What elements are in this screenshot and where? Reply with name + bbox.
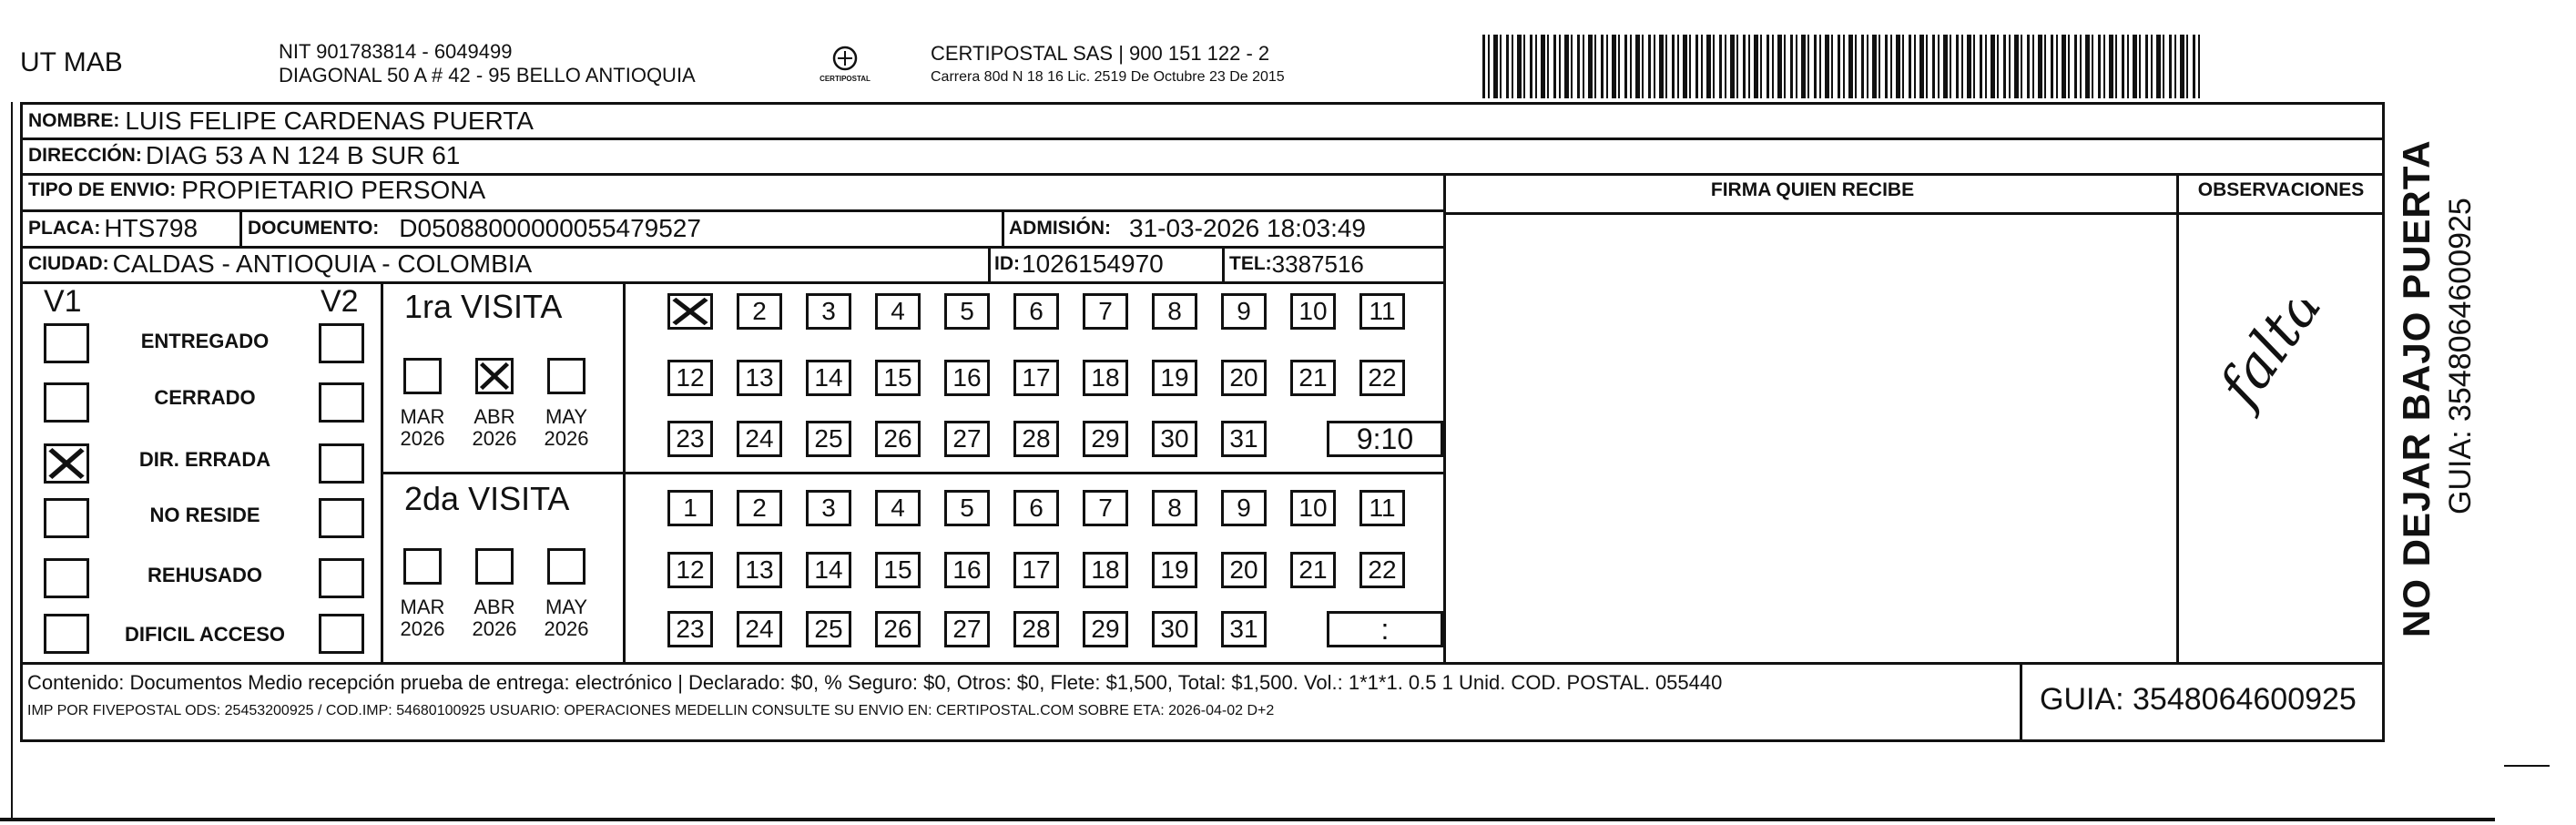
day-box[interactable]: 2 bbox=[737, 293, 782, 330]
plate-label: PLACA: bbox=[28, 218, 101, 239]
month-name: MAR bbox=[400, 405, 445, 428]
day-box[interactable]: 11 bbox=[1359, 293, 1405, 330]
content-line: Contenido: Documentos Medio recepción prueba de entrega: electrónico | Declarado: $0, % Seguro: $0, Otros: $0, Flete: $1,500, Total: $1,500. Vol.: 1*1*1. 0.5 1 Unid. COD. POSTAL. 055440 bbox=[27, 671, 1723, 694]
day-box[interactable]: 19 bbox=[1152, 360, 1197, 396]
divider bbox=[2176, 173, 2179, 662]
day-box[interactable]: 18 bbox=[1083, 360, 1128, 396]
courier-logo bbox=[813, 42, 877, 89]
day-box[interactable]: 19 bbox=[1152, 552, 1197, 588]
day-box[interactable]: 8 bbox=[1152, 490, 1197, 526]
day-box[interactable]: 28 bbox=[1013, 611, 1059, 647]
day-box[interactable]: 14 bbox=[806, 360, 851, 396]
month-label bbox=[463, 596, 526, 640]
day-box[interactable]: 13 bbox=[737, 360, 782, 396]
day-box[interactable]: 18 bbox=[1083, 552, 1128, 588]
divider bbox=[23, 281, 1446, 284]
type-row bbox=[28, 176, 485, 205]
status-label: NO RESIDE bbox=[149, 504, 260, 526]
v2-checkbox[interactable] bbox=[319, 323, 364, 363]
edge-mark bbox=[2504, 765, 2550, 767]
day-box[interactable]: 12 bbox=[667, 552, 713, 588]
divider bbox=[988, 246, 991, 282]
first-visit-label: 1ra VISITA bbox=[404, 288, 563, 325]
day-box[interactable]: 22 bbox=[1359, 552, 1405, 588]
status-label: DIR. ERRADA bbox=[138, 448, 271, 471]
day-box[interactable]: 2 bbox=[737, 490, 782, 526]
company-address: DIAGONAL 50 A # 42 - 95 BELLO ANTIOQUIA bbox=[279, 64, 696, 87]
document-label: DOCUMENTO: bbox=[248, 218, 380, 239]
day-box[interactable]: 27 bbox=[944, 611, 990, 647]
id-value: 1026154970 bbox=[1022, 250, 1164, 278]
day-box[interactable]: 13 bbox=[737, 552, 782, 588]
city-value: CALDAS - ANTIOQUIA - COLOMBIA bbox=[112, 250, 533, 278]
tel-cell bbox=[1229, 249, 1364, 280]
day-box[interactable]: 10 bbox=[1290, 293, 1336, 330]
v1-checkbox[interactable] bbox=[44, 498, 89, 538]
v2-checkbox[interactable] bbox=[319, 614, 364, 654]
observations-header bbox=[2179, 176, 2383, 205]
day-box[interactable]: 20 bbox=[1221, 360, 1267, 396]
month-name: MAR bbox=[400, 596, 445, 618]
day-box[interactable]: 28 bbox=[1013, 421, 1059, 457]
day-box[interactable]: 7 bbox=[1083, 293, 1128, 330]
day-box[interactable]: 29 bbox=[1083, 611, 1128, 647]
day-box[interactable]: 17 bbox=[1013, 360, 1059, 396]
courier-name: CERTIPOSTAL SAS | 900 151 122 - 2 bbox=[931, 42, 1270, 65]
v1-checkbox[interactable] bbox=[44, 614, 89, 654]
month-name: ABR bbox=[473, 405, 515, 428]
bottom-border bbox=[0, 818, 2495, 821]
admission-cell bbox=[1009, 212, 1366, 245]
month-label bbox=[391, 406, 454, 450]
divider bbox=[381, 472, 1446, 474]
handwritten-note bbox=[2204, 300, 2377, 421]
day-box[interactable]: 30 bbox=[1152, 611, 1197, 647]
tel-label: TEL: bbox=[1229, 253, 1272, 274]
month-label bbox=[535, 406, 598, 450]
day-box[interactable]: 23 bbox=[667, 421, 713, 457]
day-box[interactable]: 9 bbox=[1221, 293, 1267, 330]
tel-value: 3387516 bbox=[1271, 250, 1364, 278]
company-nit: NIT 901783814 - 6049499 bbox=[279, 40, 513, 63]
month-checkbox[interactable] bbox=[547, 358, 585, 394]
signature-header bbox=[1446, 176, 2179, 205]
day-box[interactable]: 21 bbox=[1290, 552, 1336, 588]
admission-label: ADMISIÓN: bbox=[1009, 218, 1111, 239]
observations-handwriting bbox=[2194, 300, 2377, 592]
v1-checkbox[interactable] bbox=[44, 382, 89, 423]
day-box[interactable]: 1 bbox=[667, 490, 713, 526]
month-checkbox[interactable] bbox=[475, 548, 514, 585]
footer-guia: GUIA: 3548064600925 bbox=[2040, 682, 2357, 717]
day-box[interactable]: 4 bbox=[875, 293, 921, 330]
day-box[interactable]: 24 bbox=[737, 611, 782, 647]
day-box[interactable]: 26 bbox=[875, 611, 921, 647]
month-name: ABR bbox=[473, 596, 515, 618]
day-box[interactable]: 10 bbox=[1290, 490, 1336, 526]
document-cell bbox=[248, 212, 701, 245]
day-box[interactable]: 11 bbox=[1359, 490, 1405, 526]
v1-checkbox[interactable] bbox=[44, 443, 89, 484]
divider bbox=[1222, 246, 1225, 282]
month-year: 2026 bbox=[400, 617, 445, 640]
day-box[interactable]: 24 bbox=[737, 421, 782, 457]
divider bbox=[1443, 212, 2384, 215]
status-label: CERRADO bbox=[154, 386, 256, 409]
month-year: 2026 bbox=[400, 427, 445, 450]
side-warning: NO DEJAR BAJO PUERTA bbox=[2395, 139, 2438, 637]
day-box[interactable]: 3 bbox=[806, 490, 851, 526]
month-name: MAY bbox=[545, 596, 588, 618]
address-label: DIRECCIÓN: bbox=[28, 145, 142, 166]
month-year: 2026 bbox=[472, 427, 517, 450]
name-label: NOMBRE: bbox=[28, 109, 120, 131]
type-label: TIPO DE ENVIO: bbox=[28, 179, 177, 200]
day-box[interactable]: 8 bbox=[1152, 293, 1197, 330]
day-box[interactable]: 21 bbox=[1290, 360, 1336, 396]
day-box[interactable]: 6 bbox=[1013, 293, 1059, 330]
v2-checkbox[interactable] bbox=[319, 558, 364, 598]
recipient-address: DIAG 53 A N 124 B SUR 61 bbox=[145, 141, 461, 169]
left-border bbox=[11, 102, 13, 821]
name-row bbox=[23, 104, 2384, 138]
v1-checkbox[interactable] bbox=[44, 323, 89, 363]
company-name: UT MAB bbox=[20, 47, 123, 77]
status-label: DIFICIL ACCESO bbox=[124, 623, 285, 646]
shipment-type: PROPIETARIO PERSONA bbox=[181, 176, 486, 204]
plate-cell bbox=[28, 212, 198, 245]
day-box[interactable]: 23 bbox=[667, 611, 713, 647]
visit-time-box[interactable]: : bbox=[1327, 611, 1443, 647]
document-value: D05088000000055479527 bbox=[399, 214, 701, 242]
admission-value: 31-03-2026 18:03:49 bbox=[1129, 214, 1366, 242]
month-checkbox[interactable] bbox=[403, 548, 442, 585]
day-box[interactable]: 27 bbox=[944, 421, 990, 457]
month-checkbox[interactable] bbox=[547, 548, 585, 585]
divider bbox=[239, 209, 242, 246]
plate-value: HTS798 bbox=[104, 214, 199, 242]
barcode bbox=[1482, 35, 2200, 98]
day-box[interactable]: 5 bbox=[944, 490, 990, 526]
signature-label: FIRMA QUIEN RECIBE bbox=[1710, 179, 1915, 200]
side-guia: GUIA: 3548064600925 bbox=[2443, 198, 2478, 514]
v1-label: V1 bbox=[44, 284, 82, 319]
day-box[interactable]: 7 bbox=[1083, 490, 1128, 526]
status-label: ENTREGADO bbox=[140, 330, 270, 352]
day-box[interactable]: 6 bbox=[1013, 490, 1059, 526]
day-box[interactable]: 4 bbox=[875, 490, 921, 526]
day-box[interactable]: 22 bbox=[1359, 360, 1405, 396]
day-box[interactable]: 3 bbox=[806, 293, 851, 330]
day-box[interactable]: 17 bbox=[1013, 552, 1059, 588]
month-label bbox=[391, 596, 454, 640]
day-box[interactable]: 16 bbox=[944, 360, 990, 396]
day-box[interactable]: 5 bbox=[944, 293, 990, 330]
print-line: IMP POR FIVEPOSTAL ODS: 25453200925 / COD.IMP: 54680100925 USUARIO: OPERACIONES MEDELLIN CONSULTE SU ENVIO EN: CERTIPOSTAL.COM SOBRE ETA: 2026-04-02 D+2 bbox=[27, 703, 1275, 718]
v2-checkbox[interactable] bbox=[319, 498, 364, 538]
month-checkbox[interactable] bbox=[475, 358, 514, 394]
month-label bbox=[463, 406, 526, 450]
day-box[interactable]: 31 bbox=[1221, 611, 1267, 647]
day-box[interactable]: 25 bbox=[806, 611, 851, 647]
visit-time-box[interactable]: 9:10 bbox=[1327, 421, 1443, 457]
courier-address: Carrera 80d N 18 16 Lic. 2519 De Octubre 23 De 2015 bbox=[931, 69, 1285, 85]
month-label bbox=[535, 596, 598, 640]
divider bbox=[1002, 209, 1004, 246]
recipient-name: LUIS FELIPE CARDENAS PUERTA bbox=[125, 106, 534, 135]
second-visit-label: 2da VISITA bbox=[404, 480, 570, 517]
address-row bbox=[23, 138, 2384, 171]
v2-checkbox[interactable] bbox=[319, 443, 364, 484]
month-checkbox[interactable] bbox=[403, 358, 442, 394]
day-box[interactable]: 20 bbox=[1221, 552, 1267, 588]
id-cell bbox=[994, 249, 1164, 280]
day-box[interactable]: 15 bbox=[875, 360, 921, 396]
month-name: MAY bbox=[545, 405, 588, 428]
observations-label: OBSERVACIONES bbox=[2197, 179, 2365, 200]
month-year: 2026 bbox=[544, 617, 589, 640]
divider bbox=[23, 662, 2384, 665]
day-box[interactable]: 15 bbox=[875, 552, 921, 588]
day-box[interactable] bbox=[667, 293, 713, 330]
city-label: CIUDAD: bbox=[28, 253, 109, 274]
v2-label: V2 bbox=[321, 284, 359, 319]
month-year: 2026 bbox=[544, 427, 589, 450]
day-box[interactable]: 14 bbox=[806, 552, 851, 588]
courier-logo-text: CERTIPOSTAL bbox=[820, 75, 871, 83]
id-label: ID: bbox=[994, 253, 1020, 274]
status-label: REHUSADO bbox=[148, 564, 262, 586]
day-box[interactable]: 31 bbox=[1221, 421, 1267, 457]
day-box[interactable]: 30 bbox=[1152, 421, 1197, 457]
v2-checkbox[interactable] bbox=[319, 382, 364, 423]
day-box[interactable]: 25 bbox=[806, 421, 851, 457]
day-box[interactable]: 9 bbox=[1221, 490, 1267, 526]
divider bbox=[2020, 662, 2022, 742]
city-cell bbox=[28, 249, 532, 280]
month-year: 2026 bbox=[472, 617, 517, 640]
v1-checkbox[interactable] bbox=[44, 558, 89, 598]
day-box[interactable]: 26 bbox=[875, 421, 921, 457]
day-box[interactable]: 29 bbox=[1083, 421, 1128, 457]
day-box[interactable]: 12 bbox=[667, 360, 713, 396]
day-box[interactable]: 16 bbox=[944, 552, 990, 588]
